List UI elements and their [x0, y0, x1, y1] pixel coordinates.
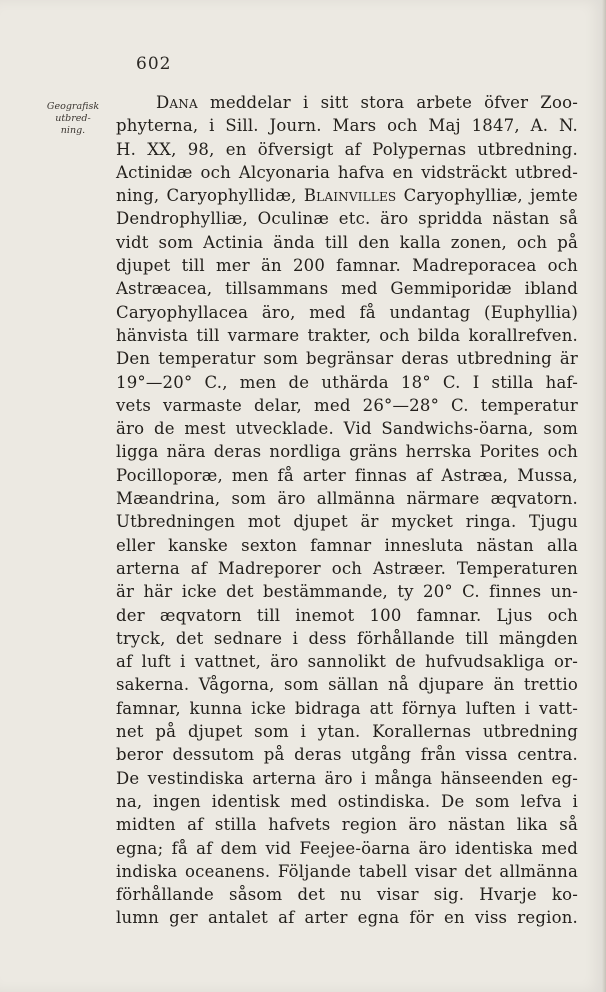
text-line	[116, 91, 578, 114]
margin-note-line: Geografisk	[46, 101, 100, 112]
author-name: Dana	[156, 93, 198, 112]
text-line: ligga nära deras nordliga gräns herrska Porites och	[116, 442, 578, 462]
author-name: Blainvilles	[303, 186, 397, 206]
text-line: Mæandrina, som äro allmänna närmare æqvatorn.	[116, 489, 578, 509]
page-number: 602	[136, 54, 172, 74]
text-line: eller kanske sexton famnar innesluta nästan alla	[116, 535, 578, 555]
margin-note-line: ning.	[60, 125, 86, 136]
text-line: vidt som Actinia ända till den kalla zonen, och på	[116, 232, 578, 252]
text-line: egna; få af dem vid Feejee-öarna äro identiska med	[116, 838, 578, 858]
margin-note-line: utbred-	[55, 113, 91, 124]
text-line: Utbredningen mot djupet är mycket ringa. Tjugu	[116, 512, 578, 532]
page-edge-shadow	[602, 0, 606, 992]
text-line-content: Caryophylliæ, jemte	[396, 186, 578, 206]
text-line: midten af stilla hafvets region äro nästan lika så	[116, 815, 578, 835]
text-line: arterna af Madreporer och Astræer. Temperaturen	[116, 558, 578, 578]
text-line: 19°—20° C., men de uthärda 18° C. I stilla haf-	[116, 372, 578, 392]
text-line: tryck, det sednare i dess förhållande till mängden	[116, 628, 578, 648]
text-line: Pocilloporæ, men få arter finnas af Astræa, Mussa,	[116, 465, 578, 485]
text-line: der æqvatorn till inemot 100 famnar. Ljus och	[116, 605, 578, 625]
text-line-content: ning, Caryophyllidæ,	[116, 186, 304, 206]
text-line: beror dessutom på deras utgång från vissa centra.	[116, 745, 578, 765]
text-line: Astræacea, tillsammans med Gemmiporidæ ibland	[116, 279, 578, 299]
text-line: sakerna. Vågorna, som sällan nå djupare än trettio	[116, 675, 578, 695]
text-line: djupet till mer än 200 famnar. Madreporacea och	[116, 256, 578, 276]
text-line: Actinidæ och Alcyonaria hafva en vidsträckt utbred-	[116, 162, 578, 182]
text-line: lumn ger antalet af arter egna för en viss region.	[116, 908, 578, 928]
text-line: De vestindiska arterna äro i många hänseenden eg-	[116, 768, 578, 788]
text-line: Caryophyllacea äro, med få undantag (Euphyllia)	[116, 302, 578, 322]
text-line: vets varmaste delar, med 26°—28° C. temperatur	[116, 395, 578, 415]
text-line-content: meddelar i sitt stora arbete öfver Zoo-	[197, 93, 578, 112]
text-line: förhållande såsom det nu visar sig. Hvarje ko-	[116, 885, 578, 905]
text-line: är här icke det bestämmande, ty 20° C. finnes un-	[116, 582, 578, 602]
text-line: net på djupet som i ytan. Korallernas utbredning	[116, 722, 578, 742]
text-line: Den temperatur som begränsar deras utbredning är	[116, 349, 578, 369]
margin-note	[34, 101, 112, 137]
text-line: phyterna, i Sill. Journ. Mars och Maj 1847, A. N.	[116, 116, 578, 136]
text-line: H. XX, 98, en öfversigt af Polypernas utbredning.	[116, 139, 578, 159]
text-line: na, ingen identisk med ostindiska. De som lefva i	[116, 791, 578, 811]
text-line: Dendrophylliæ, Oculinæ etc. äro spridda nästan så	[116, 209, 578, 229]
body-text	[116, 91, 578, 930]
text-line: af luft i vattnet, äro sannolikt de hufvudsakliga or-	[116, 652, 578, 672]
text-line	[116, 184, 578, 207]
text-line: indiska oceanens. Följande tabell visar det allmänna	[116, 861, 578, 881]
text-line: hänvista till varmare trakter, och bilda korallrefven.	[116, 325, 578, 345]
text-line: äro de mest utvecklade. Vid Sandwichs-öarna, som	[116, 419, 578, 439]
text-line: famnar, kunna icke bidraga att förnya luften i vatt-	[116, 698, 578, 718]
